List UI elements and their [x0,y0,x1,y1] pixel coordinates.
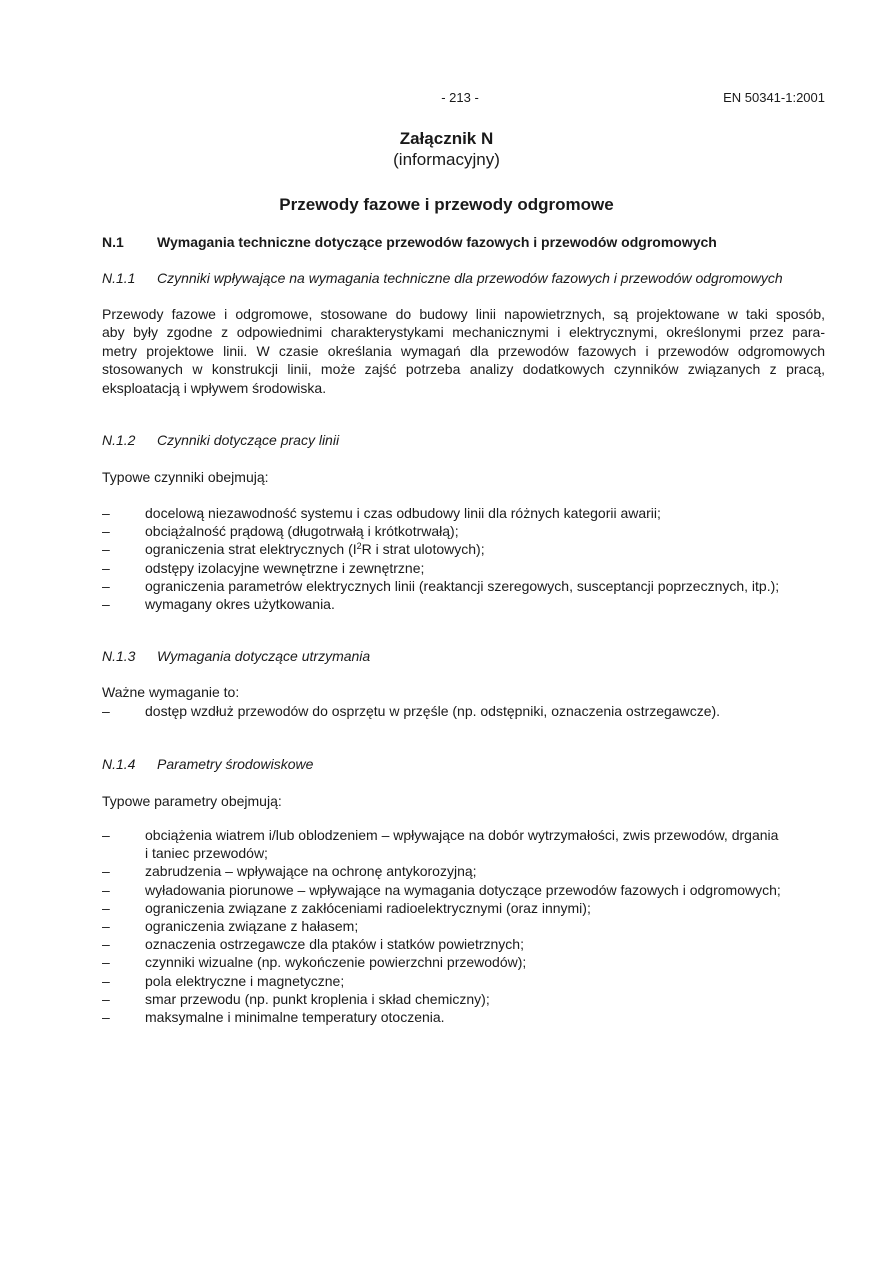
list-item: – wyładowania piorunowe – wpływające na wymagania dotyczące przewodów fazowych i odgromowych; [102,881,781,898]
list-item: – wymagany okres użytkowania. [102,596,335,613]
section-n14-title: Parametry środowiskowe [157,756,314,772]
section-n13-intro: Ważne wymaganie to: [102,684,240,700]
paragraph-line: metry projektowe linii. W czasie określania wymagań dla przewodów fazowych i przewodów odgromowych [102,342,825,359]
section-n12-intro: Typowe czynniki obejmują: [102,469,269,485]
section-n13-title: Wymagania dotyczące utrzymania [157,648,371,664]
list-dash: – [102,577,110,594]
list-dash: – [102,881,110,898]
list-dash: – [102,827,110,843]
list-dash: – [102,1009,110,1026]
paragraph-line: aby były zgodne z odpowiednimi charakterystykami mechanicznymi i elektrycznymi, określonymi przez para- [102,324,825,341]
list-dash: – [102,523,110,540]
list-item: – maksymalne i minimalne temperatury otoczenia. [102,1009,445,1026]
list-dash: – [102,703,110,719]
section-n13-list [102,702,832,720]
list-item: – obciążenia wiatrem i/lub oblodzeniem – wpływające na dobór wytrzymałości, zwis przewodów, drgania [102,827,779,843]
list-item: – odstępy izolacyjne wewnętrzne i zewnętrzne; [102,559,425,576]
section-n1-number: N.1 [102,234,124,250]
list-dash: – [102,505,110,521]
list-item: – ograniczenia parametrów elektrycznych linii (reaktancji szeregowych, susceptancji poprzecznych, itp.); [102,577,780,594]
annex-subtitle: (informacyjny) [393,150,500,169]
annex-title: Załącznik N [399,129,494,148]
list-item: – dostęp wzdłuż przewodów do osprzętu w przęśle (np. odstępniki, oznaczenia ostrzegawcze). [102,703,721,719]
list-dash: – [102,596,110,613]
list-item: – ograniczenia związane z zakłóceniami radioelektrycznymi (oraz innymi); [102,899,591,916]
section-n1-title: Wymagania techniczne dotyczące przewodów fazowych i przewodów odgromowych [157,234,717,250]
list-item-continuation: i taniec przewodów; [145,845,268,862]
section-n12-title: Czynniki dotyczące pracy linii [157,432,340,448]
list-dash: – [102,936,110,953]
list-dash: – [102,899,110,916]
list-dash: – [102,990,110,1007]
list-item: – ograniczenia strat elektrycznych ($I^2R$ i strat ulotowych); [102,541,485,558]
page-number: - 213 - [441,90,479,105]
section-n11-paragraph [102,305,825,397]
section-n11-number: N.1.1 [102,270,136,286]
list-item: – docelową niezawodność systemu i czas odbudowy linii dla różnych kategorii awarii; [102,505,661,521]
list-dash: – [102,918,110,935]
list-dash: – [102,954,110,971]
list-dash: – [102,972,110,989]
section-n14-number: N.1.4 [102,756,136,772]
section-n11-title: Czynniki wpływające na wymagania techniczne dla przewodów fazowych i przewodów odgromowych [157,270,783,286]
section-n12-number: N.1.2 [102,432,136,448]
superscript: 2 [356,541,362,552]
list-item: – zabrudzenia – wpływające na ochronę antykorozyjną; [102,863,477,880]
list-item: – obciążalność prądową (długotrwałą i krótkotrwałą); [102,523,459,540]
section-n14-intro: Typowe parametry obejmują: [102,793,282,809]
section-n14-list [102,826,832,1026]
paragraph-line: stosowanych w konstrukcji linii, może zajść potrzeba analizy dodatkowych czynników związanych z pracą, [102,361,825,378]
document-code: EN 50341-1:2001 [723,90,825,105]
list-dash: – [102,559,110,576]
list-item: – pola elektryczne i magnetyczne; [102,972,345,989]
list-dash: – [102,863,110,880]
list-item: – czynniki wizualne (np. wykończenie powierzchni przewodów); [102,954,527,971]
paragraph-line: Przewody fazowe i odgromowe, stosowane do budowy linii napowietrznych, są projektowane w taki sposób, [102,306,825,322]
list-item: – smar przewodu (np. punkt kroplenia i skład chemiczny); [102,990,490,1007]
list-dash: – [102,541,110,558]
section-n12-list [102,504,832,613]
paragraph-line: eksploatacją i wpływem środowiska. [102,379,327,396]
list-item: – oznaczenia ostrzegawcze dla ptaków i statków powietrznych; [102,936,524,953]
main-title: Przewody fazowe i przewody odgromowe [279,195,614,214]
section-n13-number: N.1.3 [102,648,136,664]
list-item: – ograniczenia związane z hałasem; [102,918,359,935]
